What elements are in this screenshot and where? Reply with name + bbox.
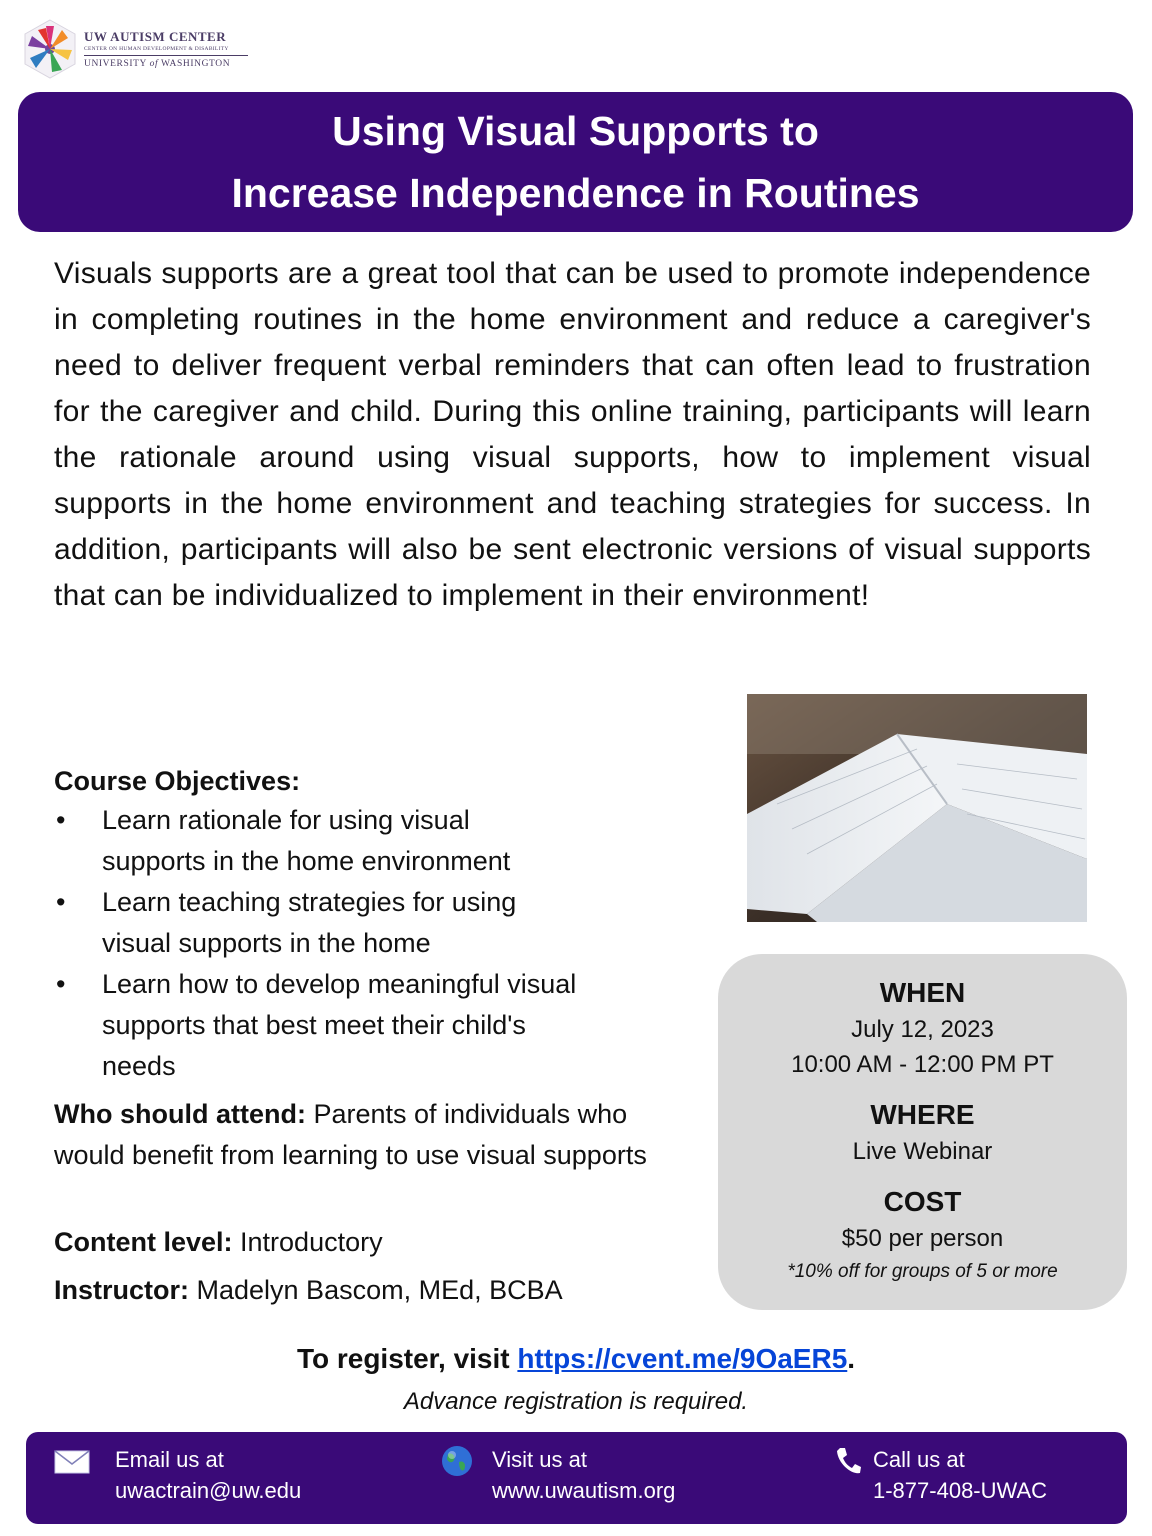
phone-number[interactable]: 1-877-408-UWAC	[873, 1478, 1048, 1503]
event-time: 10:00 AM - 12:00 PM PT	[791, 1051, 1054, 1078]
event-location: Live Webinar	[852, 1138, 993, 1165]
event-cost: $50 per person	[841, 1225, 1004, 1252]
event-details-box	[718, 954, 1127, 1310]
logo-university: UNIVERSITY of WASHINGTON	[84, 59, 231, 69]
web-contact	[492, 1444, 675, 1506]
envelope-icon	[54, 1450, 90, 1474]
contact-footer	[26, 1432, 1127, 1524]
who-should-attend: Who should attend: Parents of individuals who would benefit from learning to use visual supports	[54, 1099, 647, 1170]
logo-name: UW AUTISM CENTER	[84, 29, 227, 44]
content-level: Content level: Introductory	[54, 1227, 383, 1257]
intro-paragraph: Visuals supports are a great tool that can be used to promote independence in completing routines in the home environment and reduce a caregiver's need to deliver frequent verbal reminders that can often lead to frustration for the caregiver and child. During this online training, participants will learn the rationale around using visual supports, how to implement visual supports in the home environment and teaching strategies for success. In addition, participants will also be sent electronic versions of visual supports that can be individualized to implement in their environment!	[54, 257, 1091, 612]
where-heading: WHERE	[870, 1099, 975, 1130]
page-title-line-2: Increase Independence in Routines	[231, 170, 920, 216]
web-label: Visit us at	[492, 1447, 587, 1472]
logo-divider	[84, 55, 248, 56]
objectives-heading: Course Objectives:	[54, 766, 301, 796]
phone-icon	[834, 1446, 862, 1476]
register-line: To register, visit https://cvent.me/9OaER5.	[296, 1343, 856, 1374]
page-title-line-1: Using Visual Supports to	[332, 108, 819, 154]
course-objectives	[54, 762, 654, 1087]
email-address[interactable]: uwactrain@uw.edu	[115, 1478, 302, 1503]
title-banner	[18, 92, 1133, 232]
objectives-list	[54, 800, 654, 1087]
event-date: July 12, 2023	[851, 1016, 994, 1043]
logo-subtitle: CENTER ON HUMAN DEVELOPMENT & DISABILITY	[84, 46, 229, 52]
cost-heading: COST	[883, 1186, 962, 1217]
email-contact	[115, 1444, 301, 1506]
list-item: • Learn rationale for using visual supports in the home environment	[56, 805, 511, 876]
instructor: Instructor: Madelyn Bascom, MEd, BCBA	[54, 1275, 563, 1305]
cost-note: *10% off for groups of 5 or more	[787, 1261, 1058, 1282]
register-link[interactable]: https://cvent.me/9OaER5	[517, 1343, 848, 1374]
registration-note: Advance registration is required.	[403, 1388, 749, 1415]
list-item: • Learn how to develop meaningful visual supports that best meet their child's needs	[56, 969, 577, 1081]
uw-autism-center-logo	[22, 18, 248, 80]
web-address[interactable]: www.uwautism.org	[492, 1478, 676, 1503]
uw-autism-logo-mark	[22, 18, 78, 80]
when-heading: WHEN	[879, 977, 966, 1008]
phone-contact	[873, 1444, 1047, 1506]
email-label: Email us at	[115, 1447, 224, 1472]
calendar-photo	[747, 694, 1087, 922]
list-item: • Learn teaching strategies for using visual supports in the home	[56, 887, 517, 958]
globe-icon	[440, 1444, 474, 1478]
phone-label: Call us at	[873, 1447, 965, 1472]
